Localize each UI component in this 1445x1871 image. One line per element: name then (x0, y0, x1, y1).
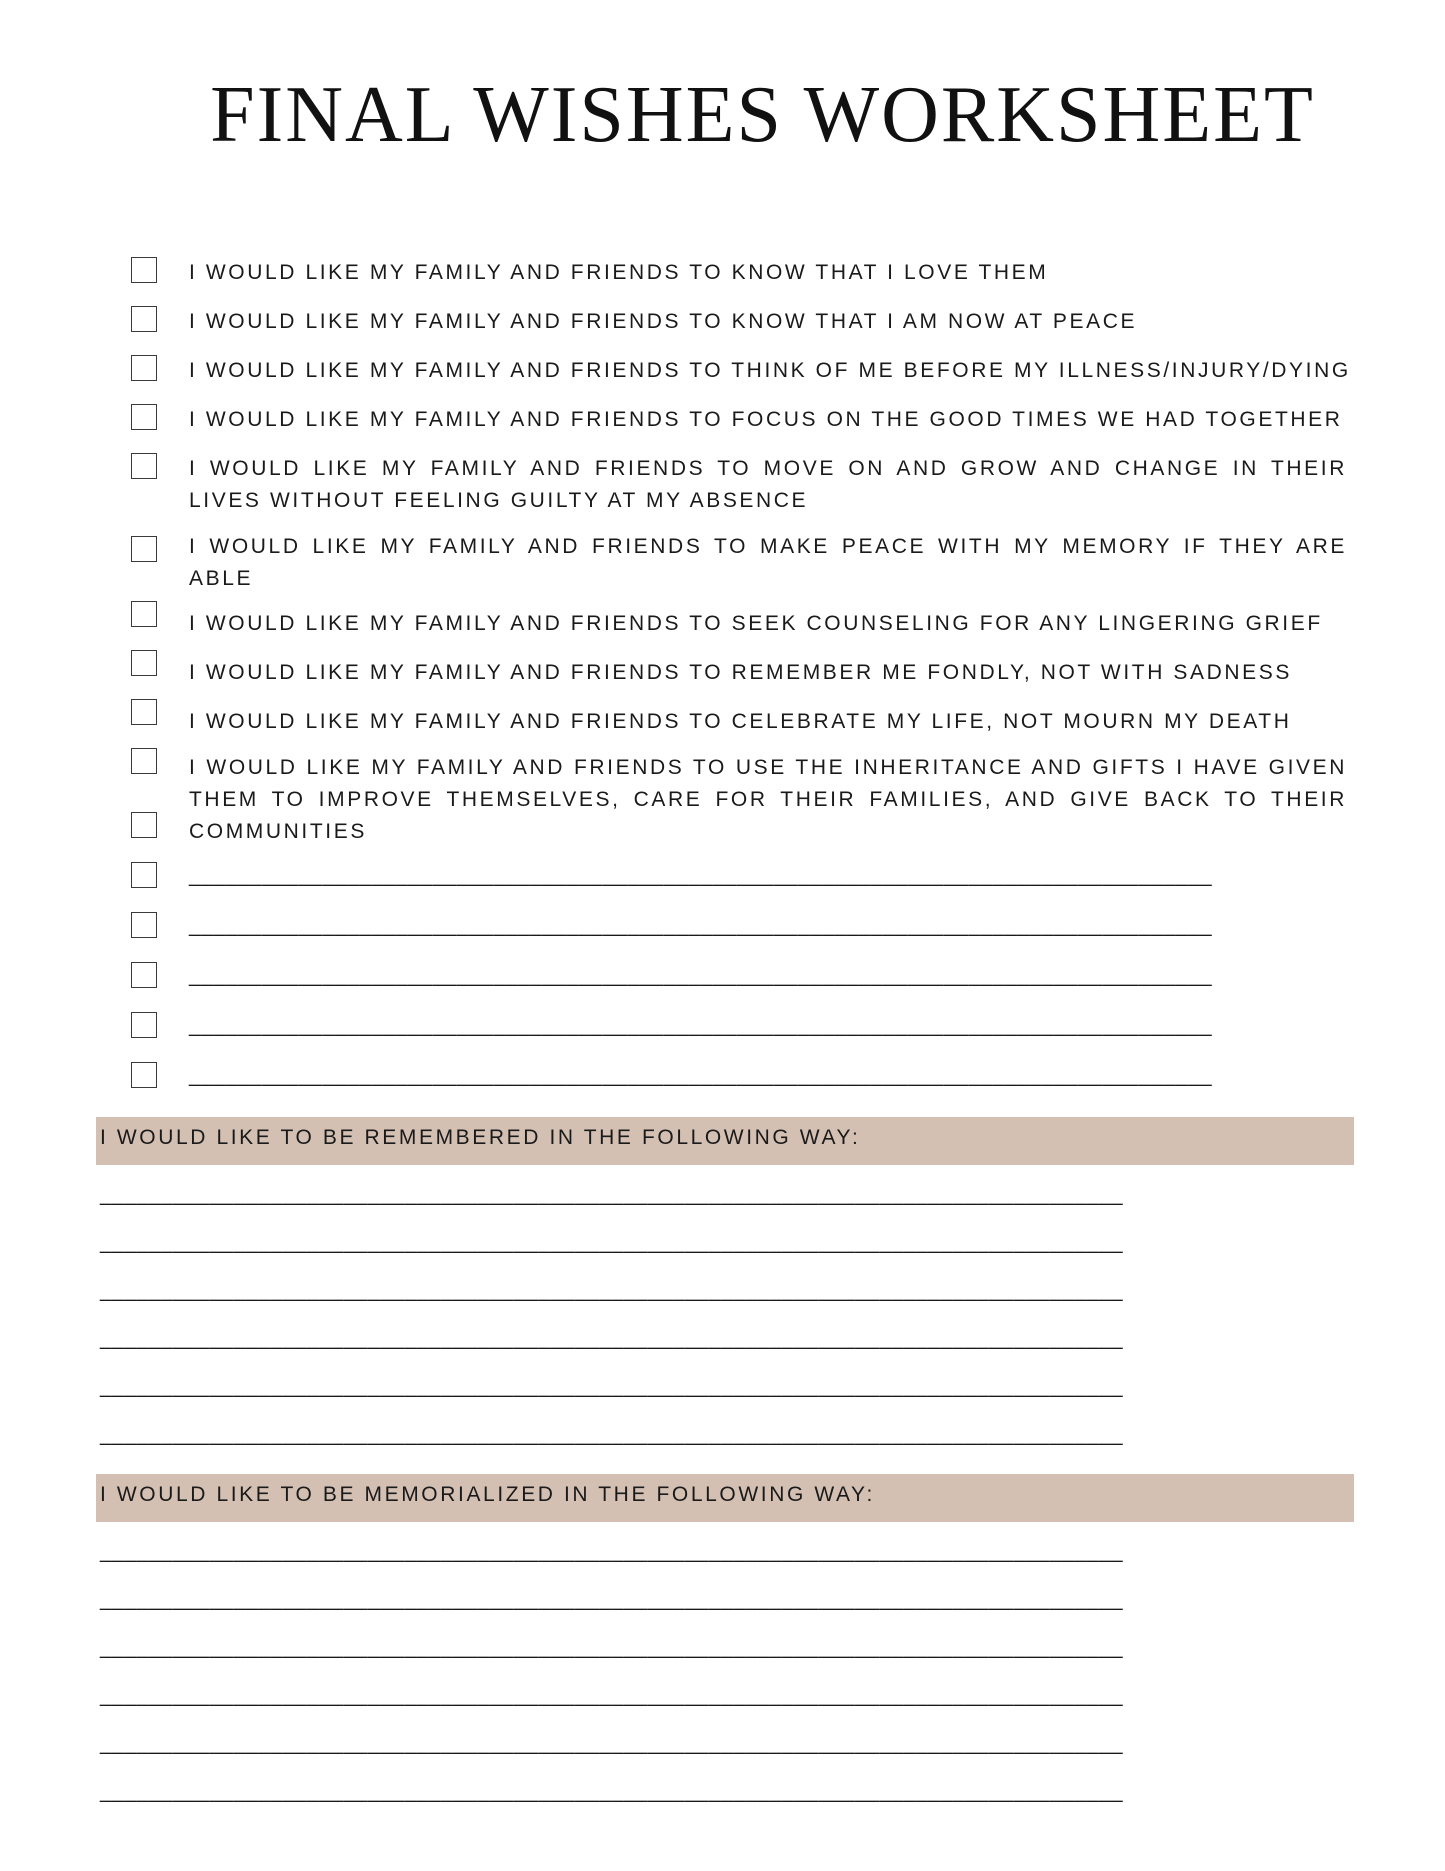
checkbox[interactable] (131, 1012, 157, 1038)
write-in-line[interactable]: ____________________________________________________________________________________ (100, 1423, 1124, 1446)
checkbox[interactable] (131, 812, 157, 838)
checklist-item-label: I WOULD LIKE MY FAMILY AND FRIENDS TO USE THE INHERITANCE AND GIFTS I HAVE GIVEN THEM TO IMPROVE THEMSELVES, CARE FOR THEIR FAMILIES, AND GIVE BACK TO THEIR COMMUNITIES (189, 756, 1347, 843)
checklist-item-label: I WOULD LIKE MY FAMILY AND FRIENDS TO MAKE PEACE WITH MY MEMORY IF THEY ARE ABLE (189, 535, 1347, 590)
checkbox[interactable] (131, 453, 157, 479)
checklist-item-label: I WOULD LIKE MY FAMILY AND FRIENDS TO MOVE ON AND GROW AND CHANGE IN THEIR LIVES WITHOUT FEELING GUILTY AT MY ABSENCE (189, 457, 1347, 512)
write-in-line[interactable]: ____________________________________________________________________________________ (100, 1375, 1124, 1398)
checkbox[interactable] (131, 862, 157, 888)
checklist-item-label: I WOULD LIKE MY FAMILY AND FRIENDS TO REMEMBER ME FONDLY, NOT WITH SADNESS (189, 661, 1292, 684)
checkbox[interactable] (131, 962, 157, 988)
checkbox[interactable] (131, 355, 157, 381)
write-in-line[interactable]: ____________________________________________________________________________________ (100, 1780, 1124, 1803)
write-in-line[interactable]: ____________________________________________________________________________________ (100, 1183, 1124, 1206)
write-in-line[interactable]: ____________________________________________________________________________________ (100, 1636, 1124, 1659)
checklist-item-label: I WOULD LIKE MY FAMILY AND FRIENDS TO KNOW THAT I AM NOW AT PEACE (189, 310, 1138, 333)
checklist-item-label: I WOULD LIKE MY FAMILY AND FRIENDS TO KNOW THAT I LOVE THEM (189, 261, 1049, 284)
write-in-line[interactable]: ____________________________________________________________________________________ (100, 1732, 1124, 1755)
checkbox[interactable] (131, 536, 157, 562)
write-in-line[interactable]: ____________________________________________________________________________________ (189, 1064, 1213, 1087)
checkbox[interactable] (131, 650, 157, 676)
write-in-line[interactable]: ____________________________________________________________________________________ (100, 1684, 1124, 1707)
checkbox[interactable] (131, 306, 157, 332)
checkbox[interactable] (131, 1062, 157, 1088)
section-header-label: I WOULD LIKE TO BE MEMORIALIZED IN THE FOLLOWING WAY: (100, 1483, 875, 1506)
write-in-line[interactable]: ____________________________________________________________________________________ (100, 1231, 1124, 1254)
checkbox[interactable] (131, 601, 157, 627)
write-in-line[interactable]: ____________________________________________________________________________________ (100, 1279, 1124, 1302)
write-in-line[interactable]: ____________________________________________________________________________________ (100, 1540, 1124, 1563)
write-in-line[interactable]: ____________________________________________________________________________________ (189, 864, 1213, 887)
checklist-item-label: I WOULD LIKE MY FAMILY AND FRIENDS TO THINK OF ME BEFORE MY ILLNESS/INJURY/DYING (189, 359, 1351, 382)
page-title: FINAL WISHES WORKSHEET (210, 71, 1315, 159)
write-in-line[interactable]: ____________________________________________________________________________________ (189, 914, 1213, 937)
checkbox[interactable] (131, 257, 157, 283)
checkbox[interactable] (131, 912, 157, 938)
checkbox[interactable] (131, 699, 157, 725)
section-header-label: I WOULD LIKE TO BE REMEMBERED IN THE FOLLOWING WAY: (100, 1126, 861, 1149)
write-in-line[interactable]: ____________________________________________________________________________________ (100, 1327, 1124, 1350)
write-in-line[interactable]: ____________________________________________________________________________________ (189, 1014, 1213, 1037)
checklist-item-label: I WOULD LIKE MY FAMILY AND FRIENDS TO CELEBRATE MY LIFE, NOT MOURN MY DEATH (189, 710, 1292, 733)
write-in-line[interactable]: ____________________________________________________________________________________ (100, 1588, 1124, 1611)
section-header-remembered (96, 1117, 1354, 1165)
write-in-line[interactable]: ____________________________________________________________________________________ (189, 964, 1213, 987)
checklist-item-label: I WOULD LIKE MY FAMILY AND FRIENDS TO FOCUS ON THE GOOD TIMES WE HAD TOGETHER (189, 408, 1343, 431)
section-header-memorialized (96, 1474, 1354, 1522)
checkbox[interactable] (131, 748, 157, 774)
checklist-item-label: I WOULD LIKE MY FAMILY AND FRIENDS TO SEEK COUNSELING FOR ANY LINGERING GRIEF (189, 612, 1323, 635)
checkbox[interactable] (131, 404, 157, 430)
